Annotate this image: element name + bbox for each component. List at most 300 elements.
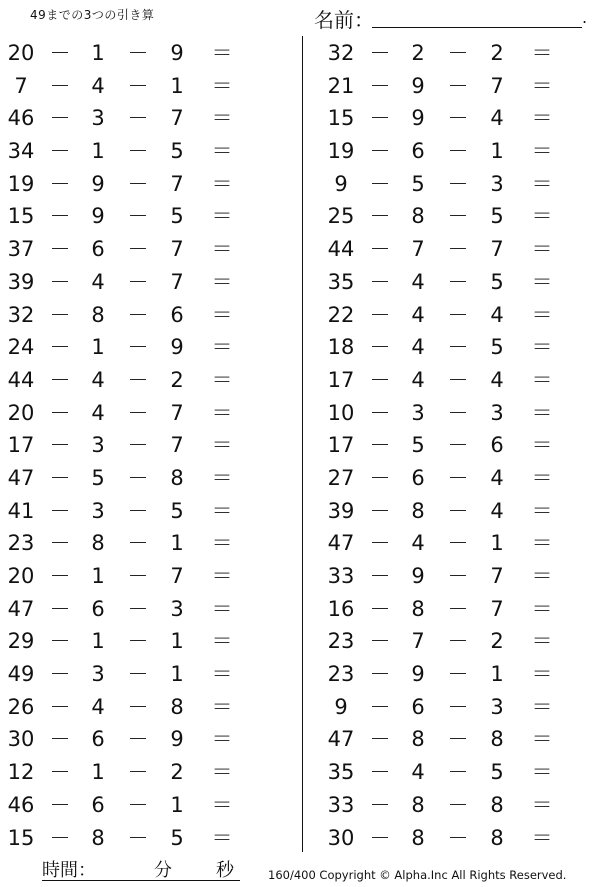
problem-row <box>326 462 586 495</box>
minus-sign: － <box>369 139 391 164</box>
equals-sign: ＝ <box>531 465 553 490</box>
minuend: 23 <box>327 662 355 687</box>
minus-sign: － <box>127 237 149 262</box>
minuend: 23 <box>327 629 355 654</box>
minus-sign: － <box>127 662 149 687</box>
subtrahend-2: 5 <box>490 204 504 229</box>
minuend: 25 <box>327 204 355 229</box>
problem-row <box>6 233 266 266</box>
equals-sign: ＝ <box>531 73 553 98</box>
minuend: 7 <box>14 73 28 98</box>
name-underline[interactable] <box>372 27 582 28</box>
minus-sign: － <box>447 269 469 294</box>
subtrahend-1: 1 <box>91 564 105 588</box>
subtrahend-2: 2 <box>170 760 184 785</box>
minus-sign: － <box>127 204 149 229</box>
subtrahend-1: 6 <box>91 727 105 752</box>
copyright-footer: 160/400 Copyright © Alpha.Inc All Rights Reserved. <box>268 868 567 882</box>
minus-sign: － <box>49 727 71 752</box>
subtrahend-2: 4 <box>490 106 504 131</box>
minuend: 9 <box>334 694 348 719</box>
subtrahend-2: 9 <box>170 41 184 65</box>
subtrahend-2: 7 <box>490 596 504 621</box>
subtrahend-2: 7 <box>170 433 184 458</box>
minus-sign: － <box>447 825 469 850</box>
minus-sign: － <box>127 171 149 196</box>
problem-row <box>6 429 266 462</box>
subtrahend-2: 7 <box>490 73 504 98</box>
subtrahend-1: 8 <box>91 302 105 327</box>
problem-row <box>6 560 266 593</box>
problem-row <box>6 593 266 626</box>
equals-sign: ＝ <box>531 727 553 752</box>
problem-row <box>326 593 586 626</box>
minus-sign: － <box>369 498 391 523</box>
equals-sign: ＝ <box>531 269 553 294</box>
subtrahend-2: 5 <box>170 825 184 850</box>
subtrahend-2: 1 <box>170 662 184 687</box>
problem-row <box>326 102 586 135</box>
minus-sign: － <box>447 237 469 262</box>
equals-sign: ＝ <box>211 400 233 425</box>
subtrahend-1: 4 <box>411 269 425 294</box>
subtrahend-2: 3 <box>490 694 504 719</box>
minus-sign: － <box>49 662 71 687</box>
subtrahend-2: 7 <box>170 269 184 294</box>
equals-sign: ＝ <box>211 694 233 719</box>
minus-sign: － <box>127 825 149 850</box>
subtrahend-2: 5 <box>490 269 504 294</box>
minus-sign: － <box>369 564 391 588</box>
problem-row <box>326 168 586 201</box>
minuend: 46 <box>7 792 35 817</box>
name-label: 名前： <box>314 8 374 32</box>
equals-sign: ＝ <box>211 629 233 654</box>
minus-sign: － <box>49 498 71 523</box>
time-underline[interactable] <box>42 880 240 881</box>
equals-sign: ＝ <box>211 792 233 817</box>
subtrahend-2: 6 <box>490 433 504 458</box>
minus-sign: － <box>447 465 469 490</box>
problem-row <box>326 625 586 658</box>
problem-row <box>6 200 266 233</box>
minus-sign: － <box>127 498 149 523</box>
subtrahend-1: 1 <box>91 629 105 654</box>
problem-row <box>326 756 586 789</box>
subtrahend-1: 4 <box>411 367 425 392</box>
subtrahend-1: 6 <box>91 237 105 262</box>
minuend: 47 <box>327 727 355 752</box>
minus-sign: － <box>127 760 149 785</box>
problem-row <box>326 429 586 462</box>
minus-sign: － <box>49 629 71 654</box>
subtrahend-2: 6 <box>170 302 184 327</box>
equals-sign: ＝ <box>211 662 233 687</box>
minus-sign: － <box>447 792 469 817</box>
problem-row <box>6 723 266 756</box>
minus-sign: － <box>369 531 391 556</box>
equals-sign: ＝ <box>531 596 553 621</box>
minus-sign: － <box>49 41 71 65</box>
minus-sign: － <box>369 335 391 360</box>
minus-sign: － <box>49 596 71 621</box>
equals-sign: ＝ <box>531 498 553 523</box>
minus-sign: － <box>127 596 149 621</box>
minus-sign: － <box>49 302 71 327</box>
subtrahend-2: 7 <box>490 564 504 588</box>
subtrahend-1: 9 <box>411 106 425 131</box>
subtrahend-1: 5 <box>411 171 425 196</box>
equals-sign: ＝ <box>211 465 233 490</box>
minus-sign: － <box>369 171 391 196</box>
minus-sign: － <box>447 367 469 392</box>
equals-sign: ＝ <box>211 302 233 327</box>
minus-sign: － <box>49 825 71 850</box>
minus-sign: － <box>447 662 469 687</box>
minuend: 29 <box>7 629 35 654</box>
minus-sign: － <box>127 531 149 556</box>
minuend: 32 <box>327 41 355 65</box>
minuend: 21 <box>327 73 355 98</box>
minuend: 16 <box>327 596 355 621</box>
problem-row <box>326 560 586 593</box>
problem-row <box>6 822 266 855</box>
problem-row <box>6 756 266 789</box>
equals-sign: ＝ <box>211 73 233 98</box>
minus-sign: － <box>369 433 391 458</box>
subtrahend-1: 8 <box>411 792 425 817</box>
subtrahend-1: 6 <box>91 792 105 817</box>
minuend: 41 <box>7 498 35 523</box>
minuend: 24 <box>7 335 35 360</box>
subtrahend-1: 4 <box>411 302 425 327</box>
subtrahend-1: 5 <box>411 433 425 458</box>
subtrahend-1: 8 <box>411 596 425 621</box>
equals-sign: ＝ <box>531 204 553 229</box>
minus-sign: － <box>49 237 71 262</box>
problem-row <box>326 397 586 430</box>
minuend: 19 <box>7 171 35 196</box>
minus-sign: － <box>127 792 149 817</box>
minus-sign: － <box>369 106 391 131</box>
minus-sign: － <box>447 171 469 196</box>
minus-sign: － <box>127 465 149 490</box>
equals-sign: ＝ <box>211 825 233 850</box>
minuend: 39 <box>327 498 355 523</box>
minus-sign: － <box>127 629 149 654</box>
subtrahend-1: 9 <box>411 73 425 98</box>
problem-row <box>6 789 266 822</box>
problem-row <box>326 822 586 855</box>
subtrahend-2: 1 <box>490 662 504 687</box>
minuend: 17 <box>327 367 355 392</box>
minus-sign: － <box>127 564 149 588</box>
subtrahend-1: 4 <box>91 269 105 294</box>
subtrahend-1: 1 <box>91 335 105 360</box>
subtrahend-2: 8 <box>490 792 504 817</box>
minus-sign: － <box>49 171 71 196</box>
minus-sign: － <box>369 302 391 327</box>
minus-sign: － <box>369 41 391 65</box>
subtrahend-2: 4 <box>490 302 504 327</box>
time-label: 時間： <box>42 860 96 881</box>
minus-sign: － <box>447 564 469 588</box>
subtrahend-1: 8 <box>411 727 425 752</box>
minus-sign: － <box>447 106 469 131</box>
subtrahend-2: 9 <box>170 727 184 752</box>
minutes-label: 分 <box>154 860 172 881</box>
minus-sign: － <box>49 531 71 556</box>
minus-sign: － <box>447 139 469 164</box>
problem-row <box>6 331 266 364</box>
subtrahend-2: 5 <box>490 760 504 785</box>
minuend: 33 <box>327 564 355 588</box>
subtrahend-2: 7 <box>170 106 184 131</box>
problem-row <box>326 233 586 266</box>
minus-sign: － <box>49 335 71 360</box>
minuend: 30 <box>327 825 355 850</box>
subtrahend-1: 6 <box>411 465 425 490</box>
minus-sign: － <box>127 335 149 360</box>
equals-sign: ＝ <box>211 760 233 785</box>
minus-sign: － <box>49 694 71 719</box>
minus-sign: － <box>369 204 391 229</box>
subtrahend-1: 1 <box>91 41 105 65</box>
minus-sign: － <box>447 727 469 752</box>
subtrahend-2: 8 <box>170 694 184 719</box>
equals-sign: ＝ <box>211 433 233 458</box>
subtrahend-1: 4 <box>411 760 425 785</box>
minus-sign: － <box>447 204 469 229</box>
subtrahend-1: 2 <box>411 41 425 65</box>
minus-sign: － <box>49 367 71 392</box>
minuend: 49 <box>7 662 35 687</box>
minus-sign: － <box>369 629 391 654</box>
minus-sign: － <box>49 204 71 229</box>
problem-row <box>326 789 586 822</box>
minus-sign: － <box>447 694 469 719</box>
minus-sign: － <box>127 694 149 719</box>
subtrahend-2: 3 <box>490 400 504 425</box>
subtrahend-1: 1 <box>91 760 105 785</box>
minuend: 12 <box>7 760 35 785</box>
equals-sign: ＝ <box>211 727 233 752</box>
equals-sign: ＝ <box>211 171 233 196</box>
subtrahend-1: 9 <box>91 204 105 229</box>
equals-sign: ＝ <box>531 825 553 850</box>
minus-sign: － <box>447 73 469 98</box>
minuend: 47 <box>7 596 35 621</box>
minuend: 23 <box>7 531 35 556</box>
equals-sign: ＝ <box>211 564 233 588</box>
equals-sign: ＝ <box>531 760 553 785</box>
minuend: 44 <box>327 237 355 262</box>
problem-row <box>326 70 586 103</box>
problem-row <box>6 658 266 691</box>
subtrahend-2: 7 <box>170 171 184 196</box>
subtrahend-1: 4 <box>91 73 105 98</box>
minus-sign: － <box>127 106 149 131</box>
minus-sign: － <box>369 465 391 490</box>
minuend: 26 <box>7 694 35 719</box>
subtrahend-1: 9 <box>411 662 425 687</box>
name-dot: . <box>582 8 588 27</box>
equals-sign: ＝ <box>531 400 553 425</box>
minus-sign: － <box>127 41 149 65</box>
subtrahend-1: 3 <box>91 433 105 458</box>
minus-sign: － <box>369 73 391 98</box>
minuend: 17 <box>7 433 35 458</box>
minus-sign: － <box>447 531 469 556</box>
subtrahend-1: 7 <box>411 237 425 262</box>
minus-sign: － <box>49 792 71 817</box>
equals-sign: ＝ <box>211 237 233 262</box>
problem-row <box>326 266 586 299</box>
equals-sign: ＝ <box>211 269 233 294</box>
minus-sign: － <box>447 760 469 785</box>
problem-column-left <box>6 37 266 854</box>
equals-sign: ＝ <box>531 629 553 654</box>
minus-sign: － <box>369 760 391 785</box>
equals-sign: ＝ <box>211 139 233 164</box>
problem-row <box>6 135 266 168</box>
subtrahend-1: 4 <box>91 367 105 392</box>
subtrahend-2: 2 <box>490 629 504 654</box>
problem-row <box>326 495 586 528</box>
column-divider <box>302 36 303 852</box>
minus-sign: － <box>127 433 149 458</box>
subtrahend-2: 1 <box>170 792 184 817</box>
subtrahend-2: 7 <box>170 400 184 425</box>
problem-row <box>326 331 586 364</box>
minus-sign: － <box>369 825 391 850</box>
equals-sign: ＝ <box>531 106 553 131</box>
subtrahend-1: 8 <box>91 531 105 556</box>
subtrahend-2: 7 <box>490 237 504 262</box>
subtrahend-1: 1 <box>91 139 105 164</box>
subtrahend-2: 2 <box>490 41 504 65</box>
minus-sign: － <box>127 727 149 752</box>
problem-row <box>6 527 266 560</box>
problem-row <box>326 658 586 691</box>
subtrahend-2: 2 <box>170 367 184 392</box>
minuend: 34 <box>7 139 35 164</box>
subtrahend-1: 3 <box>91 662 105 687</box>
subtrahend-2: 5 <box>170 139 184 164</box>
subtrahend-2: 1 <box>170 531 184 556</box>
time-record <box>42 856 242 882</box>
problem-row <box>6 625 266 658</box>
equals-sign: ＝ <box>531 792 553 817</box>
problem-column-right <box>326 37 586 854</box>
problem-row <box>326 691 586 724</box>
minuend: 27 <box>327 465 355 490</box>
problem-row <box>326 135 586 168</box>
minus-sign: － <box>127 302 149 327</box>
subtrahend-1: 6 <box>411 694 425 719</box>
equals-sign: ＝ <box>211 204 233 229</box>
subtrahend-2: 8 <box>490 825 504 850</box>
problem-row <box>6 266 266 299</box>
problem-row <box>6 397 266 430</box>
name-field[interactable] <box>314 4 588 32</box>
equals-sign: ＝ <box>211 106 233 131</box>
minus-sign: － <box>369 792 391 817</box>
problem-row <box>6 70 266 103</box>
subtrahend-2: 7 <box>170 237 184 262</box>
subtrahend-2: 1 <box>170 73 184 98</box>
equals-sign: ＝ <box>211 367 233 392</box>
subtrahend-2: 4 <box>490 367 504 392</box>
minus-sign: － <box>49 433 71 458</box>
minuend: 33 <box>327 792 355 817</box>
problem-row <box>6 168 266 201</box>
subtrahend-1: 9 <box>411 564 425 588</box>
subtrahend-1: 4 <box>91 694 105 719</box>
minus-sign: － <box>447 335 469 360</box>
minus-sign: － <box>49 269 71 294</box>
subtrahend-2: 1 <box>490 139 504 164</box>
subtrahend-1: 8 <box>411 204 425 229</box>
problem-row <box>6 691 266 724</box>
subtrahend-1: 5 <box>91 465 105 490</box>
problem-row <box>326 723 586 756</box>
equals-sign: ＝ <box>531 694 553 719</box>
problem-row <box>6 462 266 495</box>
subtrahend-2: 9 <box>170 335 184 360</box>
minus-sign: － <box>369 596 391 621</box>
minuend: 19 <box>327 139 355 164</box>
minus-sign: － <box>127 269 149 294</box>
minuend: 18 <box>327 335 355 360</box>
equals-sign: ＝ <box>531 171 553 196</box>
minus-sign: － <box>49 73 71 98</box>
minus-sign: － <box>447 433 469 458</box>
equals-sign: ＝ <box>211 596 233 621</box>
minus-sign: － <box>49 760 71 785</box>
minus-sign: － <box>127 73 149 98</box>
subtrahend-1: 8 <box>411 825 425 850</box>
minuend: 10 <box>327 400 355 425</box>
problem-row <box>6 37 266 70</box>
subtrahend-2: 3 <box>170 596 184 621</box>
minuend: 47 <box>7 465 35 490</box>
subtrahend-1: 4 <box>91 400 105 425</box>
minus-sign: － <box>447 400 469 425</box>
minuend: 47 <box>327 531 355 556</box>
equals-sign: ＝ <box>531 367 553 392</box>
equals-sign: ＝ <box>531 302 553 327</box>
subtrahend-1: 3 <box>91 106 105 131</box>
subtrahend-1: 3 <box>411 400 425 425</box>
subtrahend-1: 3 <box>91 498 105 523</box>
subtrahend-2: 4 <box>490 498 504 523</box>
minuend: 22 <box>327 302 355 327</box>
subtrahend-2: 4 <box>490 465 504 490</box>
minus-sign: － <box>447 596 469 621</box>
minus-sign: － <box>49 139 71 164</box>
subtrahend-2: 1 <box>170 629 184 654</box>
subtrahend-2: 5 <box>490 335 504 360</box>
equals-sign: ＝ <box>531 564 553 588</box>
minuend: 20 <box>7 400 35 425</box>
problem-row <box>326 364 586 397</box>
problem-row <box>6 102 266 135</box>
minus-sign: － <box>127 400 149 425</box>
problem-row <box>326 527 586 560</box>
minuend: 37 <box>7 237 35 262</box>
problem-row <box>6 364 266 397</box>
